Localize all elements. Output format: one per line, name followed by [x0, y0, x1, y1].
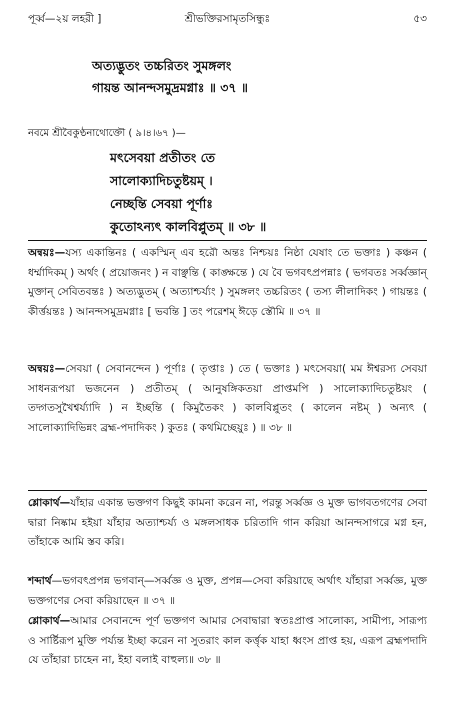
- running-header: [28, 12, 427, 28]
- verse-37-line-2: গায়ন্ত আনন্দসমুদ্রমগ্নাঃ ॥ ৩৭ ॥: [92, 80, 248, 95]
- shlokartha-text: যাঁহার একান্ত ভক্তগণ কিছুই কামনা করেন না, পরন্তু সর্ব্বজ্ঞ ও মুক্ত ভাগবতগণের সেবা দ্বারা নিষ্কাম হইয়া যাঁহার অত্যাশ্চর্য্য ও মঙ্গলসাধক চরিতাদি গান করিয়া আনন্দসাগরে মগ্ন হন, তাঁহাকে আমি স্তব করি।: [28, 497, 427, 549]
- shlokartha-37: [28, 494, 427, 553]
- shlokartha-text: আমার সেবানন্দে পূর্ণ ভক্তগণ আমার সেবাদ্বারা স্বতঃপ্রাপ্ত সালোক্য, সামীপ্য, সারূপ্য ও সার্ষ্টিরূপ মুক্তি পর্য্যন্ত ইচ্ছা করেন না সুতরাং কাল কর্ত্তৃক যাহা ধ্বংস প্রাপ্ত হয়, এরূপ ব্রহ্মপদাদি যে তাঁহারা চাহেন না, ইহা বলাই বাহুল্য॥ ৩৮ ॥: [28, 615, 427, 667]
- shlokartha-label: শ্লোকার্থ—: [28, 615, 71, 627]
- divider: [28, 490, 427, 491]
- verse-37-line-1: অত্যদ্ভুতং তচ্চরিতং সুমঙ্গলং: [92, 58, 232, 73]
- shlokartha-38: [28, 612, 427, 671]
- anvaya-38: [28, 360, 427, 438]
- verse-38-line-1: মৎসেবয়া প্রতীতং তে: [110, 150, 216, 165]
- anvaya-label: অন্বয়ঃ—: [28, 247, 66, 259]
- anvaya-text: যস্য একান্তিনঃ ( একস্মিন্ এব হরৌ অন্তঃ নিশ্চয়ঃ নিষ্ঠা যেষাং তে ভক্তাঃ ) কঞ্চন ( ধর্ম্মাদিকম্ ) অর্থং ( প্রয়োজনং ) ন বাঞ্ছন্তি ( কাঙ্ক্ষন্তে ) যে বৈ ভগবৎপ্রপন্নাঃ ( ভগবতঃ সর্ব্বজ্ঞান্ মুক্তান্ সেবিতবন্তঃ ) অত্যদ্ভুতম্ ( অত্যাশ্চর্য্যং ) সুমঙ্গলং তচ্চরিতং ( তস্য লীলাদিকং ) গায়ন্তঃ ( কীর্ত্তয়ন্তঃ ) আনন্দসমুদ্রমগ্নাঃ [ ভবন্তি ] তং পরেশম্ ঈড়ে স্তৌমি ॥ ৩৭ ॥: [28, 247, 427, 318]
- verse-38-line-3: নেচ্ছন্তি সেবয়া পূর্ণাঃ: [110, 196, 213, 211]
- header-section: পূর্ব্ব—২য় লহরী ]: [28, 13, 102, 25]
- verse-38-line-2: সালোক্যাদিচতুষ্টয়ম্ ।: [110, 173, 213, 188]
- page-number: ৫৩: [413, 13, 427, 25]
- shlokartha-label: শ্লোকার্থ—: [28, 497, 71, 509]
- divider: [28, 240, 427, 241]
- shabdartha-37: [28, 572, 427, 611]
- anvaya-label: অন্বয়ঃ—: [28, 363, 66, 375]
- shabdartha-text: —ভগবৎপ্রপন্ন ভগবান্—সর্ব্বজ্ঞ ও মুক্ত, প্রপন্ন—সেবা করিয়াছে অর্থাৎ যাঁহারা সর্ব্বজ্ঞ, মুক্ত ভক্তগণের সেবা করিয়াছেন ॥ ৩৭ ॥: [28, 575, 427, 607]
- shabdartha-label: শব্দার্থ: [28, 575, 52, 587]
- verse-38-intro: নবমে শ্রীবৈকুণ্ঠনাথোক্তৌ ( ৯।৪।৬৭ )—: [28, 128, 186, 139]
- header-title: শ্রীভক্তিরসামৃতসিন্ধুঃ: [184, 13, 271, 25]
- anvaya-37: [28, 244, 427, 322]
- anvaya-text: সেবয়া ( সেবানন্দেন ) পূর্ণাঃ ( তৃপ্তাঃ ) তে ( ভক্তাঃ ) মৎসেবয়া( মম ঈশ্বরস্য সেবয়া সাধনরূপয়া ভজনেন ) প্রতীতম্ ( আনুষঙ্গিকতয়া প্রাপ্তমপি ) সালোক্যাদিচতুষ্টয়ং ( তদ্গতসুখৈশ্বর্য্যাদি ) ন ইচ্ছন্তি ( কিমুতৈকং ) কালবিপ্লুতং ( কালেন নষ্টম্ ) অন্যৎ ( সালোক্যাদিভিন্নং ব্রহ্ম-পদাদিকং ) কুতঃ ( কথমিচ্ছেয়ুঃ ) ॥ ৩৮ ॥: [28, 363, 427, 434]
- verse-38-line-4: কুতোঽন্যৎ কালবিপ্লুতম্ ॥ ৩৮ ॥: [110, 219, 267, 234]
